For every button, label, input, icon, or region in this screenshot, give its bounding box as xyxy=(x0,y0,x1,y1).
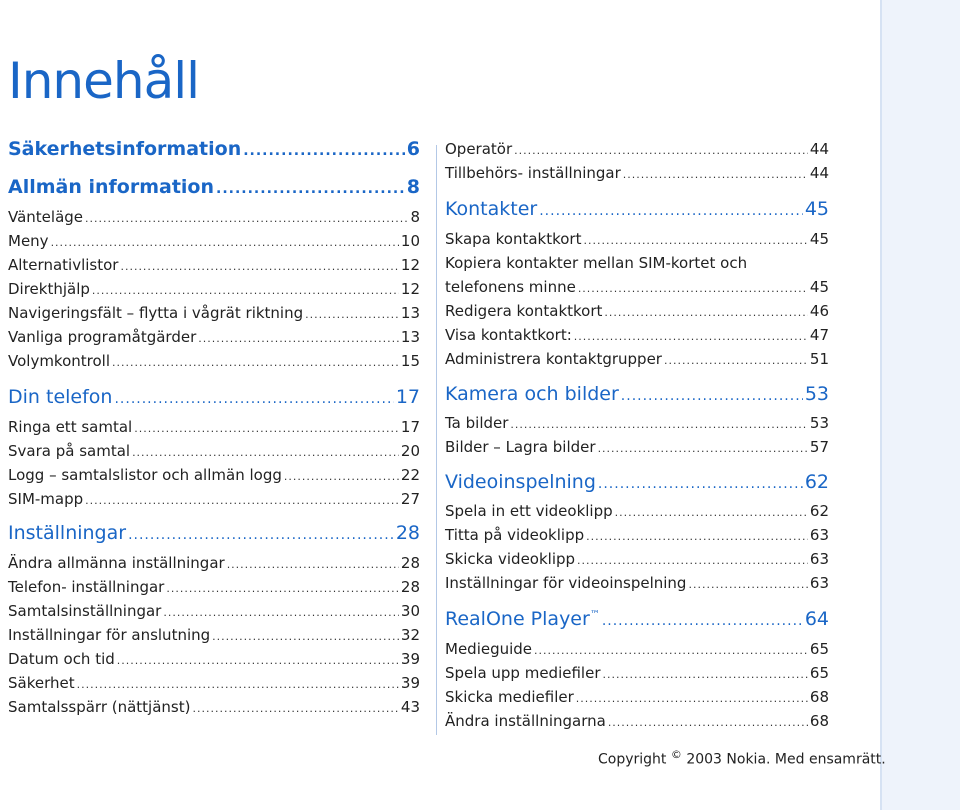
toc-entry[interactable]: Titta på videoklipp ..... 63 xyxy=(445,526,829,544)
page-title: Innehåll xyxy=(8,52,199,110)
toc-entry[interactable]: Skicka mediefiler ..... 68 xyxy=(445,688,829,706)
toc-section-video[interactable]: Videoinspelning ..... 62 xyxy=(445,471,829,493)
right-margin-strip xyxy=(880,0,960,810)
toc-entry[interactable]: Operatör ..... 44 xyxy=(445,140,829,158)
toc-entry[interactable]: Volymkontroll ..... 15 xyxy=(8,352,420,370)
toc-entry[interactable]: Medieguide ..... 65 xyxy=(445,640,829,658)
toc-section-camera[interactable]: Kamera och bilder ..... 53 xyxy=(445,383,829,405)
toc-entry[interactable]: Ringa ett samtal ..... 17 xyxy=(8,418,420,436)
toc-entry[interactable]: Säkerhet ..... 39 xyxy=(8,674,420,692)
toc-entry[interactable]: Skicka videoklipp ..... 63 xyxy=(445,550,829,568)
toc-entry[interactable]: Ändra allmänna inställningar ..... 28 xyxy=(8,554,420,572)
toc-entry[interactable]: Spela in ett videoklipp ..... 62 xyxy=(445,502,829,520)
toc-entry[interactable]: Svara på samtal ..... 20 xyxy=(8,442,420,460)
toc-entry[interactable]: telefonens minne ..... 45 xyxy=(445,278,829,296)
toc-entry[interactable]: Meny ..... 10 xyxy=(8,232,420,250)
toc-entry[interactable]: Redigera kontaktkort ..... 46 xyxy=(445,302,829,320)
toc-entry[interactable]: Samtalsspärr (nättjänst) ..... 43 xyxy=(8,698,420,716)
toc-entry[interactable]: Telefon- inställningar ..... 28 xyxy=(8,578,420,596)
toc-entry[interactable]: Ändra inställningarna ..... 68 xyxy=(445,712,829,730)
toc-entry[interactable]: Datum och tid ..... 39 xyxy=(8,650,420,668)
toc-entry[interactable]: Skapa kontaktkort ..... 45 xyxy=(445,230,829,248)
toc-entry[interactable]: Administrera kontaktgrupper ..... 51 xyxy=(445,350,829,368)
copyright-notice: Copyright © 2003 Nokia. Med ensamrätt. xyxy=(598,748,886,768)
toc-entry[interactable]: Inställningar för videoinspelning ..... 63 xyxy=(445,574,829,592)
toc-entry-wrap-line[interactable]: Kopiera kontakter mellan SIM-kortet och xyxy=(445,254,748,272)
toc-entry[interactable]: Spela upp mediefiler ..... 65 xyxy=(445,664,829,682)
column-divider xyxy=(436,145,437,735)
toc-entry[interactable]: SIM-mapp ..... 27 xyxy=(8,490,420,508)
toc-entry[interactable]: Visa kontaktkort: ..... 47 xyxy=(445,326,829,344)
toc-entry[interactable]: Logg – samtalslistor och allmän logg ..... 22 xyxy=(8,466,420,484)
toc-entry[interactable]: Alternativlistor ..... 12 xyxy=(8,256,420,274)
toc-entry[interactable]: Inställningar för anslutning ..... 32 xyxy=(8,626,420,644)
toc-entry[interactable]: Navigeringsfält – flytta i vågrät riktning ..... 13 xyxy=(8,304,420,322)
trademark-symbol: ™ xyxy=(589,609,600,621)
toc-entry[interactable]: Tillbehörs- inställningar ..... 44 xyxy=(445,164,829,182)
toc-entry[interactable]: Vanliga programåtgärder ..... 13 xyxy=(8,328,420,346)
toc-section-safety[interactable]: Säkerhetsinformation ..... 6 xyxy=(8,138,420,160)
toc-entry[interactable]: Vänteläge ..... 8 xyxy=(8,208,420,226)
toc-section-settings[interactable]: Inställningar ..... 28 xyxy=(8,522,420,544)
toc-entry[interactable]: Bilder – Lagra bilder ..... 57 xyxy=(445,438,829,456)
toc-section-contacts[interactable]: Kontakter ..... 45 xyxy=(445,198,829,220)
toc-entry[interactable]: Samtalsinställningar ..... 30 xyxy=(8,602,420,620)
toc-section-realone[interactable]: RealOne Player™ ..... 64 xyxy=(445,608,829,630)
toc-entry[interactable]: Direkthjälp ..... 12 xyxy=(8,280,420,298)
copyright-symbol: © xyxy=(670,748,682,761)
toc-section-general[interactable]: Allmän information ..... 8 xyxy=(8,176,420,198)
toc-section-phone[interactable]: Din telefon ..... 17 xyxy=(8,386,420,408)
toc-entry[interactable]: Ta bilder ..... 53 xyxy=(445,414,829,432)
